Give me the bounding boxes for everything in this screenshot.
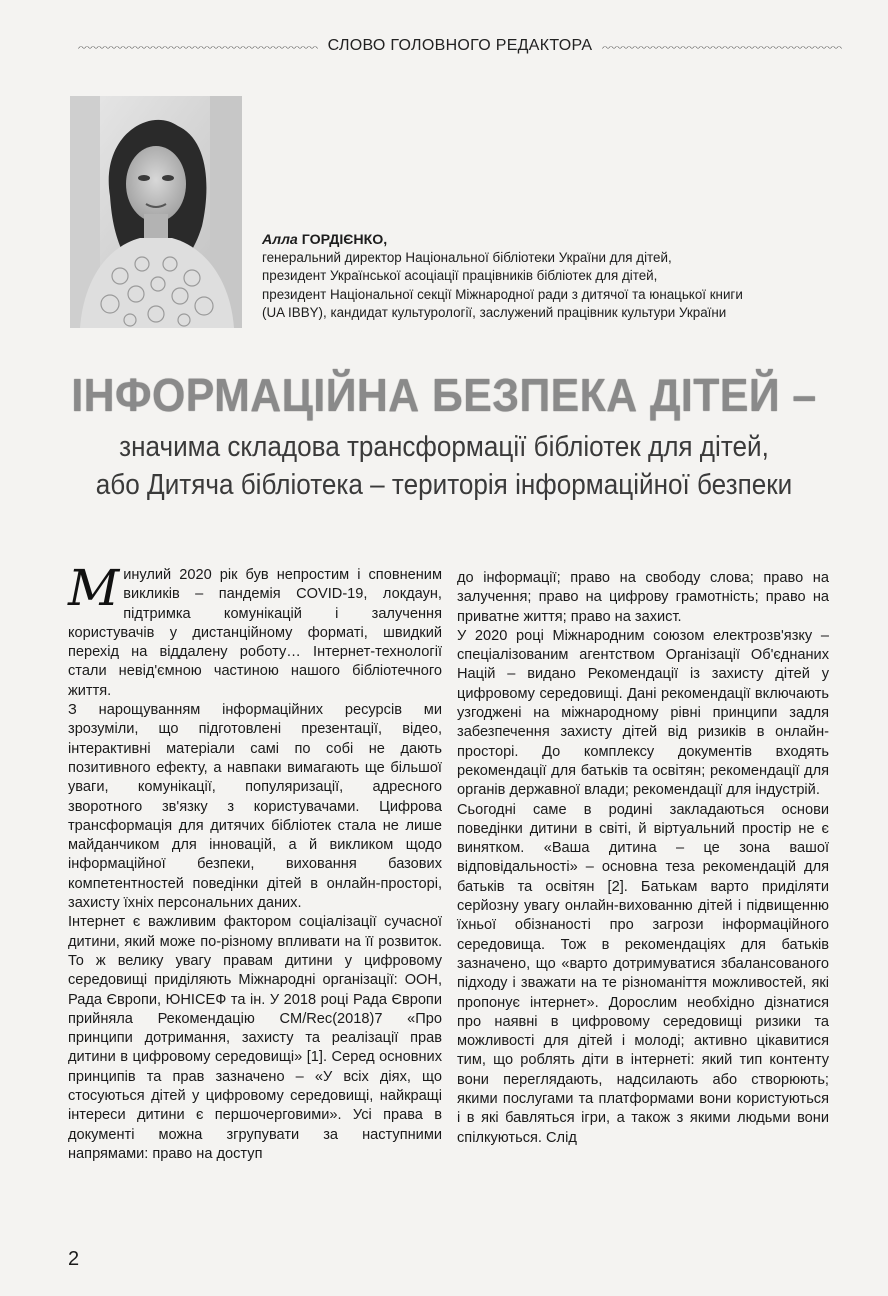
author-position-3: президент Національної секції Міжнародної ради з дитячої та юнацької книги <box>262 286 743 302</box>
author-surname: ГОРДІЄНКО, <box>301 232 388 248</box>
paragraph: У 2020 році Міжнародним союзом електрозв'язку – спеціалізованим агентством Організації Об'єднаних Націй – видано Рекомендації із захисту дітей у цифровому середовищі. Дані рекомендації включають узгоджені на міжнародному рівні принципи задля забезпечення захисту дітей від ризиків в онлайн-просторі. До комплексу документів входять рекомендації для батьків та освітян; рекомендації для органів державної влади; рекомендації для індустрій. <box>457 627 829 799</box>
header-ornament-left <box>78 43 318 49</box>
author-first-name: Алла <box>262 232 298 248</box>
paragraph: Сьогодні саме в родині закладаються основи поведінки дитини в світі, й віртуальний простір не є винятком. «Ваша дитина – це зона вашої відповідальності» – основна теза рекомендацій для батьків та освітян [2]. Батькам варто приділяти серйозну увагу онлайн-вихованню дітей і підвищенню їхньої обізнаності про загрози інформаційного середовища. Тож в рекомендаціях для батьків зазначено, що «варто дотримуватися збалансованого підходу і зважати на те різноманіття можливостей, які пропонує інтернет». Дорослим необхідно дізнатися про наявні в цифровому середовищі ризики та можливості для дітей і молоді; активно цікавитися тим, що роблять діти в інтернеті: який тип контенту вони переглядають, надсилають або створюють; якими послугами та платформами вони користуються і в які бавляться ігри, а також з якими людьми вони спілкуються. Слід <box>457 801 829 1146</box>
subtitle-line-2: або Дитяча бібліотека – територія інформаційної безпеки <box>95 469 793 501</box>
author-position-2: президент Української асоціації працівників бібліотек для дітей, <box>262 268 658 284</box>
paragraph <box>68 559 442 701</box>
section-title: СЛОВО ГОЛОВНОГО РЕДАКТОРА <box>327 37 593 54</box>
paragraph-text: инулий 2020 рік був непростим і сповненим викликів – пандемія COVID-19, локдаун, підтримка комунікацій і залучення користувачів у дистанційному форматі, швидкий перехід на віддалену роботу… Інтернет-технології стали невід'ємною частиною нашого бібліотечного життя. <box>68 567 442 699</box>
paragraph: до інформації; право на свободу слова; право на залучення; право на цифрову грамотність; право на приватне життя; право на захист. <box>457 570 829 625</box>
text-column-right <box>457 569 829 1148</box>
author-name <box>262 231 852 249</box>
drop-cap: М <box>68 559 120 617</box>
subtitle-line-1: значима складова трансформації бібліотек для дітей, <box>119 431 769 463</box>
text-column-left <box>68 559 442 1164</box>
author-position-1: генеральний директор Національної бібліотеки України для дітей, <box>262 250 672 266</box>
paragraph: Інтернет є важливим фактором соціалізації сучасної дитини, який може по-різному впливати на її розвиток. То ж велику увагу правам дитини у цифровому середовищі приділяють Міжнародні організації: ООН, Рада Європи, ЮНІСЕФ та ін. У 2018 році Рада Європи прийняла Рекомендацію CM/Rec(2018)7 «Про принципи дотримання, захисту та реалізації прав дитини в цифровому середовищі» [1]. Серед основних принципів та прав зазначено – «У всіх діях, що стосуються дітей у цифровому середовищі, найкращі інтереси дитини є першочерговими». Усі права в документі можна згрупувати за наступними напрямами: право на доступ <box>68 914 442 1162</box>
author-photo <box>70 96 242 328</box>
running-header <box>78 34 842 58</box>
author-position-4: (UA IBBY), кандидат культурології, заслужений працівник культури України <box>262 304 727 320</box>
article-title: ІНФОРМАЦІЙНА БЕЗПЕКА ДІТЕЙ – <box>71 369 817 421</box>
author-byline <box>262 231 852 322</box>
article-subtitle <box>80 428 807 504</box>
paragraph: З нарощуванням інформаційних ресурсів ми зрозуміли, що підготовлені презентації, відео, інтерактивні матеріали самі по собі не дають позитивного ефекту, а навпаки вимагають ще більшої уваги, комунікації, популяризації, адресного зворотного зв'язку з користувачами. Цифрова трансформація для дитячих бібліотек стала не лише майданчиком для інновацій, а й викликом щодо інформаційної безпеки, виховання базових компетентностей поведінки дітей в онлайн-просторі, захисту їхніх персональних даних. <box>68 702 442 912</box>
page-number: 2 <box>68 1248 80 1270</box>
header-ornament-right <box>602 43 842 49</box>
